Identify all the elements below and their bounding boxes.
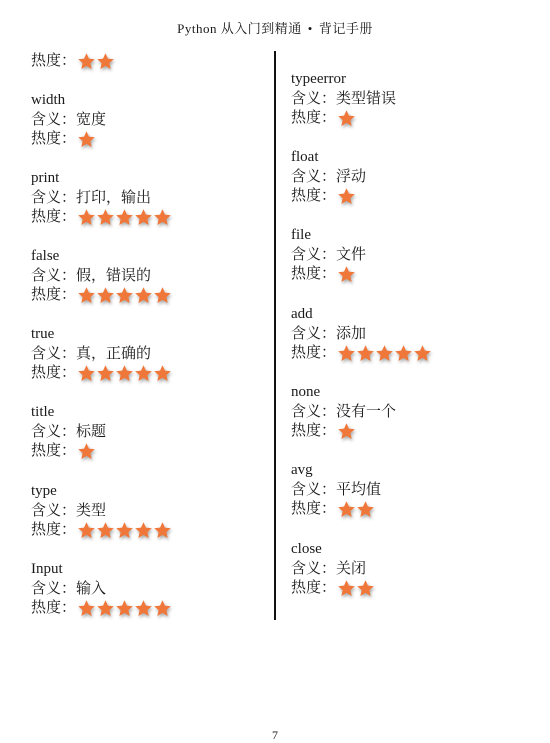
heat-label: 热度：	[31, 600, 77, 616]
star-icon	[77, 364, 96, 383]
star-icon	[96, 364, 115, 383]
heat-label: 热度：	[291, 266, 337, 282]
meaning-text: 浮动	[336, 168, 367, 185]
vocab-entry	[31, 169, 172, 228]
vocab-heat	[31, 130, 106, 150]
vocab-entry	[31, 325, 172, 384]
meaning-text: 假，错误的	[76, 267, 152, 284]
star-icon	[337, 500, 356, 519]
heat-rating	[77, 286, 172, 305]
vocab-word: file	[291, 227, 311, 243]
star-icon	[77, 130, 96, 149]
vocab-meaning	[31, 345, 172, 365]
header-subtitle: 背记手册	[318, 21, 373, 36]
star-icon	[115, 599, 134, 618]
meaning-text: 没有一个	[336, 403, 397, 420]
vocab-heat	[31, 521, 172, 541]
star-icon	[134, 599, 153, 618]
meaning-label: 含义：	[31, 502, 77, 519]
star-icon	[115, 286, 134, 305]
heat-label: 热度：	[291, 345, 337, 361]
vocab-word: Input	[31, 561, 63, 577]
heat-label: 热度：	[31, 131, 77, 147]
vocab-meaning	[31, 580, 172, 600]
meaning-text: 关闭	[336, 560, 367, 577]
vocab-word: typeerror	[291, 71, 346, 87]
vocab-heat	[31, 599, 172, 619]
heat-label: 热度：	[291, 110, 337, 126]
meaning-text: 标题	[76, 423, 107, 440]
vocab-word: title	[31, 404, 55, 420]
vocab-meaning	[31, 502, 172, 522]
star-icon	[77, 52, 96, 71]
vocab-word: add	[291, 306, 313, 322]
meaning-text: 真，正确的	[76, 345, 152, 362]
vocab-heat	[291, 579, 375, 599]
vocab-meaning	[291, 403, 396, 423]
vocab-word: none	[291, 384, 321, 400]
star-icon	[115, 364, 134, 383]
star-icon	[413, 344, 432, 363]
star-icon	[337, 579, 356, 598]
star-icon	[356, 579, 375, 598]
star-icon	[394, 344, 413, 363]
star-icon	[77, 521, 96, 540]
star-icon	[77, 599, 96, 618]
vocab-word: float	[291, 149, 319, 165]
star-icon	[96, 52, 115, 71]
star-icon	[356, 500, 375, 519]
star-icon	[115, 208, 134, 227]
star-icon	[337, 109, 356, 128]
meaning-text: 添加	[336, 325, 367, 342]
heat-label: 热度：	[31, 209, 77, 225]
heat-rating	[337, 422, 356, 441]
heat-label: 热度：	[291, 188, 337, 204]
page-header	[0, 18, 550, 37]
vocab-entry	[31, 560, 172, 619]
vocab-heat	[31, 286, 172, 306]
heat-rating	[77, 521, 172, 540]
meaning-text: 类型错误	[336, 90, 397, 107]
vocab-meaning	[31, 267, 172, 287]
meaning-label: 含义：	[291, 90, 337, 107]
heat-rating	[337, 187, 356, 206]
heat-label: 热度：	[31, 287, 77, 303]
heat-label: 热度：	[291, 501, 337, 517]
vocab-meaning	[31, 111, 106, 131]
heat-rating	[337, 579, 375, 598]
heat-rating	[77, 599, 172, 618]
header-title: Python 从入门到精通	[177, 21, 302, 36]
meaning-label: 含义：	[291, 403, 337, 420]
vocab-meaning	[291, 325, 432, 345]
star-icon	[153, 208, 172, 227]
meaning-text: 宽度	[76, 111, 107, 128]
meaning-label: 含义：	[31, 267, 77, 284]
vocab-word: close	[291, 541, 322, 557]
page-number: 7	[272, 728, 278, 742]
header-separator: •	[307, 21, 313, 36]
meaning-label: 含义：	[291, 325, 337, 342]
vocab-entry	[31, 91, 106, 150]
star-icon	[337, 265, 356, 284]
star-icon	[96, 286, 115, 305]
star-icon	[96, 208, 115, 227]
meaning-text: 类型	[76, 502, 107, 519]
star-icon	[153, 286, 172, 305]
vocab-meaning	[291, 481, 381, 501]
star-icon	[153, 599, 172, 618]
heat-rating	[77, 364, 172, 383]
vocab-word: false	[31, 248, 60, 264]
heat-rating	[77, 52, 115, 71]
vocab-word: true	[31, 326, 55, 342]
meaning-label: 含义：	[31, 111, 77, 128]
vocab-heat	[31, 208, 172, 228]
column-divider	[274, 51, 276, 620]
heat-rating	[77, 130, 96, 149]
star-icon	[134, 364, 153, 383]
star-icon	[153, 521, 172, 540]
star-icon	[337, 344, 356, 363]
vocab-meaning	[31, 423, 106, 443]
heat-rating	[337, 109, 356, 128]
vocab-word: print	[31, 170, 60, 186]
vocab-entry	[291, 70, 396, 129]
vocab-meaning	[291, 246, 366, 266]
star-icon	[134, 208, 153, 227]
vocab-meaning	[291, 90, 396, 110]
heat-label: 热度：	[31, 522, 77, 538]
vocab-heat	[291, 344, 432, 364]
star-icon	[77, 286, 96, 305]
heat-label: 热度：	[31, 53, 77, 69]
vocab-entry	[31, 482, 172, 541]
heat-rating	[77, 208, 172, 227]
star-icon	[77, 442, 96, 461]
star-icon	[115, 521, 134, 540]
star-icon	[77, 208, 96, 227]
meaning-label: 含义：	[31, 189, 77, 206]
vocab-word: type	[31, 483, 57, 499]
vocab-entry	[31, 247, 172, 306]
vocab-heat	[291, 422, 396, 442]
vocab-heat	[291, 500, 381, 520]
vocab-entry	[291, 383, 396, 442]
meaning-label: 含义：	[291, 481, 337, 498]
meaning-text: 平均值	[336, 481, 382, 498]
star-icon	[375, 344, 394, 363]
vocab-heat	[291, 187, 366, 207]
meaning-label: 含义：	[31, 580, 77, 597]
heat-rating	[337, 344, 432, 363]
star-icon	[134, 521, 153, 540]
heat-rating	[337, 500, 375, 519]
meaning-label: 含义：	[31, 423, 77, 440]
meaning-label: 含义：	[31, 345, 77, 362]
vocab-entry	[291, 148, 366, 207]
meaning-text: 输入	[76, 580, 107, 597]
vocab-heat	[291, 265, 366, 285]
star-icon	[96, 599, 115, 618]
vocab-word: width	[31, 92, 66, 108]
meaning-text: 文件	[336, 246, 367, 263]
vocab-entry	[31, 403, 106, 462]
heat-label: 热度：	[31, 443, 77, 459]
vocab-entry	[291, 305, 432, 364]
heat-rating	[337, 265, 356, 284]
star-icon	[153, 364, 172, 383]
vocab-word: avg	[291, 462, 313, 478]
meaning-text: 打印，输出	[76, 189, 152, 206]
heat-rating	[77, 442, 96, 461]
meaning-label: 含义：	[291, 246, 337, 263]
meaning-label: 含义：	[291, 560, 337, 577]
star-icon	[337, 187, 356, 206]
vocab-meaning	[291, 168, 366, 188]
vocab-entry	[31, 52, 115, 72]
heat-label: 热度：	[291, 423, 337, 439]
vocab-heat	[31, 364, 172, 384]
star-icon	[356, 344, 375, 363]
heat-label: 热度：	[291, 580, 337, 596]
vocab-meaning	[31, 189, 172, 209]
vocab-heat	[291, 109, 396, 129]
star-icon	[337, 422, 356, 441]
star-icon	[96, 521, 115, 540]
heat-label: 热度：	[31, 365, 77, 381]
vocab-heat	[31, 52, 115, 72]
vocab-heat	[31, 442, 106, 462]
meaning-label: 含义：	[291, 168, 337, 185]
vocab-entry	[291, 540, 375, 599]
vocab-meaning	[291, 560, 375, 580]
vocab-entry	[291, 226, 366, 285]
vocab-entry	[291, 461, 381, 520]
star-icon	[134, 286, 153, 305]
